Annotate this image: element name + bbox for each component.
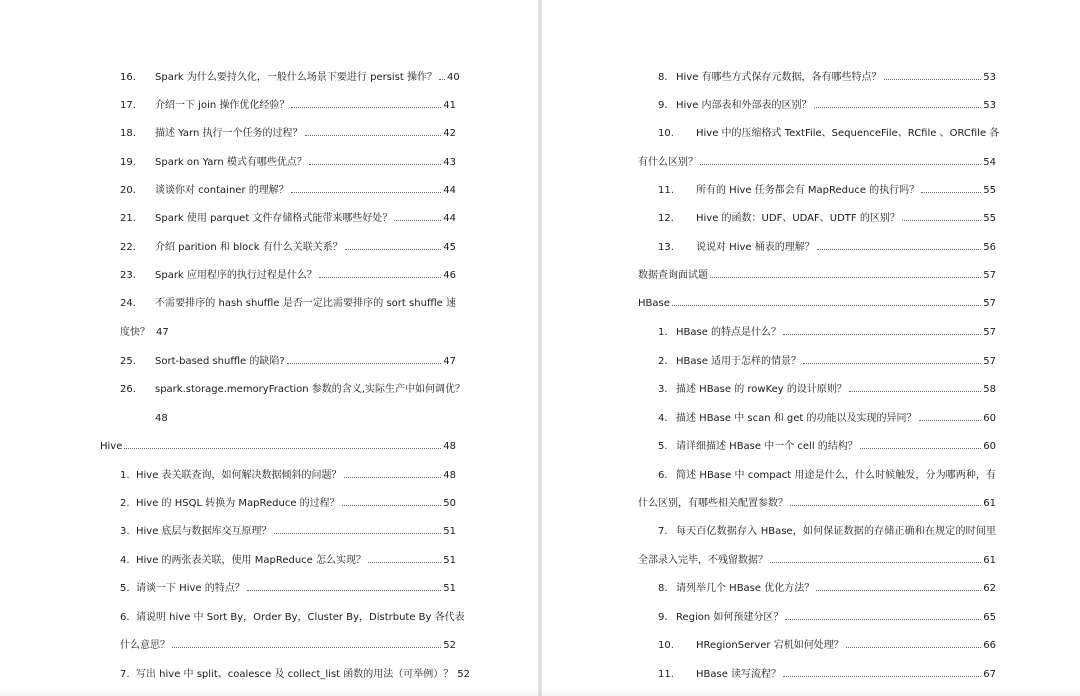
dot-leader (247, 582, 442, 591)
dot-leader (368, 554, 441, 563)
entry-title: 每天百亿数据存入 HBase，如何保证数据的存储正确和在规定的时间里 (676, 526, 996, 537)
toc-entry-continuation[interactable] (638, 497, 996, 511)
toc-entry-continuation[interactable] (120, 326, 456, 340)
entry-number: 25. (120, 356, 136, 367)
toc-entry[interactable] (120, 241, 456, 255)
entry-number: 1. (658, 327, 668, 338)
dot-leader (814, 99, 982, 108)
entry-number: 2. (120, 498, 130, 509)
section-title: 数据查询面试题 (638, 270, 708, 281)
dot-leader (849, 383, 981, 392)
entry-page-number: 51 (443, 526, 456, 537)
entry-page-number: 57 (983, 270, 996, 281)
dot-leader (860, 440, 981, 449)
entry-page-number: 51 (443, 583, 456, 594)
toc-section-hive[interactable] (100, 440, 456, 454)
toc-entry-continuation[interactable] (120, 639, 456, 653)
entry-number: 8. (658, 583, 668, 594)
dot-leader (672, 297, 981, 306)
entry-number: 9. (658, 100, 668, 111)
entry-page-number: 46 (443, 270, 456, 281)
entry-number: 12. (658, 213, 674, 224)
entry-number: 22. (120, 242, 136, 253)
dot-leader (344, 469, 442, 478)
toc-entry[interactable] (658, 241, 996, 255)
section-title: Hive (100, 441, 123, 452)
toc-entry[interactable] (658, 412, 996, 426)
entry-title: Region 如何预建分区？ (676, 612, 784, 623)
toc-section-data-query[interactable] (638, 269, 996, 283)
dot-leader (394, 212, 441, 221)
entry-number: 21. (120, 213, 136, 224)
entry-title: HBase 的特点是什么？ (676, 327, 782, 338)
dot-leader (345, 241, 441, 250)
entry-page-number: 61 (983, 498, 996, 509)
toc-page-left (0, 0, 538, 696)
entry-title: spark.storage.memoryFraction 参数的含义,实际生产中如何调优？ (155, 384, 465, 395)
dot-leader (816, 582, 981, 591)
entry-number: 5. (120, 583, 130, 594)
entry-title: Hive 有哪些方式保存元数据，各有哪些特点？ (676, 72, 882, 83)
entry-title: 描述 HBase 中 scan 和 get 的功能以及实现的异同？ (676, 413, 917, 424)
entry-title: Hive 底层与数据库交互原理？ (136, 526, 272, 537)
entry-page-number: 47 (156, 327, 169, 338)
dot-leader (902, 212, 981, 221)
entry-number: 11. (658, 669, 674, 680)
entry-number: 18. (120, 128, 136, 139)
entry-page-number: 44 (443, 185, 456, 196)
toc-entry[interactable] (658, 71, 996, 85)
entry-title: 请详细描述 HBase 中一个 cell 的结构？ (676, 441, 858, 452)
toc-entry[interactable] (658, 184, 996, 198)
entry-page-number: 55 (983, 185, 996, 196)
dot-leader (287, 355, 442, 364)
entry-number: 16. (120, 72, 136, 83)
entry-title: Hive 的两张表关联，使用 MapReduce 怎么实现？ (136, 555, 366, 566)
entry-title: Spark 应用程序的执行过程是什么？ (155, 270, 317, 281)
entry-number: 7. (658, 526, 668, 537)
entry-title: 所有的 Hive 任务都会有 MapReduce 的执行吗？ (696, 185, 920, 196)
entry-number: 2. (658, 356, 668, 367)
entry-number: 24. (120, 298, 136, 309)
toc-entry[interactable] (658, 99, 996, 113)
dot-leader (783, 668, 981, 677)
toc-entry[interactable] (120, 497, 456, 511)
entry-title: Sort-based shuffle 的缺陷? (155, 356, 285, 367)
dot-leader (305, 127, 442, 136)
entry-number: 8. (658, 72, 668, 83)
entry-page-number: 62 (983, 583, 996, 594)
entry-title-continuation: 什么意思？ (120, 640, 170, 651)
entry-title: HRegionServer 宕机如何处理？ (696, 640, 844, 651)
dot-leader (309, 156, 441, 165)
entry-page-number: 58 (983, 384, 996, 395)
dot-leader (710, 269, 981, 278)
entry-title: Spark 为什么要持久化，一般什么场景下要进行 persist 操作？ (155, 72, 437, 83)
entry-title: 不需要排序的 hash shuffle 是否一定比需要排序的 sort shuffle 速 (155, 298, 456, 309)
entry-title-continuation: 度快？ (120, 327, 150, 338)
entry-title: 描述 HBase 的 rowKey 的设计原则？ (676, 384, 847, 395)
toc-entry[interactable] (120, 668, 470, 682)
entry-number: 3. (120, 526, 130, 537)
entry-page-number: 42 (443, 128, 456, 139)
entry-page-number: 50 (443, 498, 456, 509)
dot-leader (790, 497, 981, 506)
entry-title: 请列举几个 HBase 优化方法？ (676, 583, 815, 594)
entry-page-number: 45 (443, 242, 456, 253)
entry-title: 请说明 hive 中 Sort By，Order By，Cluster By，Distrbute By 各代表 (136, 612, 465, 623)
dot-leader (342, 497, 442, 506)
entry-page-number: 48 (443, 470, 456, 481)
entry-title: 介绍一下 join 操作优化经验？ (155, 100, 290, 111)
entry-title: Hive 内部表和外部表的区别？ (676, 100, 812, 111)
dot-leader (319, 269, 441, 278)
toc-entry[interactable] (120, 184, 456, 198)
entry-page-number: 57 (983, 356, 996, 367)
entry-number: 11. (658, 185, 674, 196)
entry-page-number: 43 (443, 157, 456, 168)
dot-leader (172, 639, 441, 648)
toc-entry[interactable] (120, 269, 456, 283)
entry-page-number: 57 (983, 327, 996, 338)
entry-number: 10. (658, 128, 674, 139)
entry-page-number: 47 (443, 356, 456, 367)
entry-title-continuation: 全部录入完毕，不残留数据？ (638, 555, 768, 566)
entry-number: 6. (120, 612, 130, 623)
entry-page-number: 48 (443, 441, 456, 452)
toc-entry[interactable] (120, 71, 460, 85)
toc-entry[interactable] (120, 355, 456, 369)
toc-entry[interactable] (658, 611, 996, 625)
toc-entry-continuation[interactable] (155, 412, 215, 426)
toc-entry-continuation[interactable] (638, 554, 996, 568)
toc-entry[interactable] (120, 156, 456, 170)
entry-number: 9. (658, 612, 668, 623)
toc-entry[interactable] (120, 469, 456, 483)
toc-entry[interactable] (658, 582, 996, 596)
entry-page-number: 53 (983, 100, 996, 111)
entry-page-number: 66 (983, 640, 996, 651)
toc-entry[interactable] (658, 383, 996, 397)
entry-title-continuation: 有什么区别？ (638, 157, 698, 168)
toc-entry[interactable] (120, 127, 456, 141)
entry-title: 介绍 parition 和 block 有什么关联关系？ (155, 242, 343, 253)
entry-page-number: 51 (443, 555, 456, 566)
dot-leader (124, 440, 441, 449)
toc-entry[interactable] (120, 383, 465, 397)
toc-section-hbase[interactable] (638, 297, 996, 311)
toc-page-right (542, 0, 1080, 696)
entry-page-number: 67 (983, 669, 996, 680)
dot-leader (783, 326, 981, 335)
entry-title: Hive 的函数：UDF、UDAF、UDTF 的区别？ (696, 213, 900, 224)
toc-entry[interactable] (658, 639, 996, 653)
entry-number: 3. (658, 384, 668, 395)
entry-page-number: 57 (983, 298, 996, 309)
dot-leader (846, 639, 982, 648)
toc-entry[interactable] (658, 212, 996, 226)
entry-page-number: 40 (447, 72, 460, 83)
entry-title: 说说对 Hive 桶表的理解？ (696, 242, 815, 253)
entry-title: Hive 的 HSQL 转换为 MapReduce 的过程？ (136, 498, 340, 509)
entry-page-number: 44 (443, 213, 456, 224)
entry-number: 6. (658, 470, 668, 481)
entry-number: 7. (120, 669, 130, 680)
entry-page-number: 53 (983, 72, 996, 83)
entry-page-number: 52 (457, 669, 470, 680)
entry-number: 10. (658, 640, 674, 651)
entry-number: 23. (120, 270, 136, 281)
entry-page-number: 55 (983, 213, 996, 224)
entry-title: Hive 表关联查询，如何解决数据倾斜的问题？ (136, 470, 342, 481)
entry-number: 17. (120, 100, 136, 111)
page-bottom-shadow (0, 690, 1080, 696)
toc-entry[interactable] (120, 611, 465, 625)
entry-title: 简述 HBase 中 compact 用途是什么，什么时候触发，分为哪两种，有 (676, 470, 996, 481)
dot-leader (785, 611, 981, 620)
entry-title: 描述 Yarn 执行一个任务的过程？ (155, 128, 303, 139)
entry-number: 1. (120, 470, 130, 481)
entry-page-number: 61 (983, 555, 996, 566)
toc-entry[interactable] (658, 355, 996, 369)
toc-entry[interactable] (658, 668, 996, 682)
section-title: HBase (638, 298, 670, 309)
dot-leader (817, 241, 982, 250)
entry-page-number: 60 (983, 413, 996, 424)
entry-title: HBase 读写流程？ (696, 669, 782, 680)
entry-number: 13. (658, 242, 674, 253)
dot-leader (919, 412, 982, 421)
entry-title-continuation: 什么区别，有哪些相关配置参数？ (638, 498, 788, 509)
dot-leader (274, 525, 442, 534)
entry-number: 20. (120, 185, 136, 196)
entry-number: 5. (658, 441, 668, 452)
entry-title: Spark on Yarn 模式有哪些优点？ (155, 157, 307, 168)
toc-entry[interactable] (120, 212, 456, 226)
entry-title: 请谈一下 Hive 的特点？ (136, 583, 245, 594)
entry-page-number: 65 (983, 612, 996, 623)
toc-entry[interactable] (120, 525, 456, 539)
entry-page-number: 54 (983, 157, 996, 168)
dot-leader (803, 355, 981, 364)
entry-page-number: 56 (983, 242, 996, 253)
toc-entry[interactable] (658, 525, 996, 539)
entry-title: 谈谈你对 container 的理解？ (155, 185, 289, 196)
dot-leader (921, 184, 981, 193)
entry-title: Spark 使用 parquet 文件存储格式能带来哪些好处？ (155, 213, 393, 224)
entry-number: 4. (120, 555, 130, 566)
dot-leader (700, 156, 981, 165)
toc-entry[interactable] (120, 297, 456, 311)
toc-entry[interactable] (120, 554, 456, 568)
toc-entry-continuation[interactable] (638, 156, 996, 170)
dot-leader (884, 71, 982, 80)
dot-leader (439, 71, 445, 80)
entry-number: 26. (120, 384, 136, 395)
entry-number: 19. (120, 157, 136, 168)
dot-leader (291, 184, 442, 193)
entry-title: 写出 hive 中 split、coalesce 及 collect_list 函数的用法（可举例）？ (136, 669, 454, 680)
toc-entry[interactable] (120, 99, 456, 113)
toc-entry[interactable] (658, 440, 996, 454)
entry-page-number: 41 (443, 100, 456, 111)
entry-page-number: 52 (443, 640, 456, 651)
entry-title: HBase 适用于怎样的情景？ (676, 356, 802, 367)
dot-leader (291, 99, 441, 108)
entry-number: 4. (658, 413, 668, 424)
entry-page-number: 60 (983, 441, 996, 452)
toc-entry[interactable] (120, 582, 456, 596)
toc-entry[interactable] (658, 326, 996, 340)
toc-entry[interactable] (658, 127, 1000, 141)
entry-page-number: 48 (155, 413, 168, 424)
entry-title: Hive 中的压缩格式 TextFile、SequenceFile、RCfile 、ORCfile 各 (696, 128, 1000, 139)
dot-leader (770, 554, 981, 563)
toc-entry[interactable] (658, 469, 996, 483)
